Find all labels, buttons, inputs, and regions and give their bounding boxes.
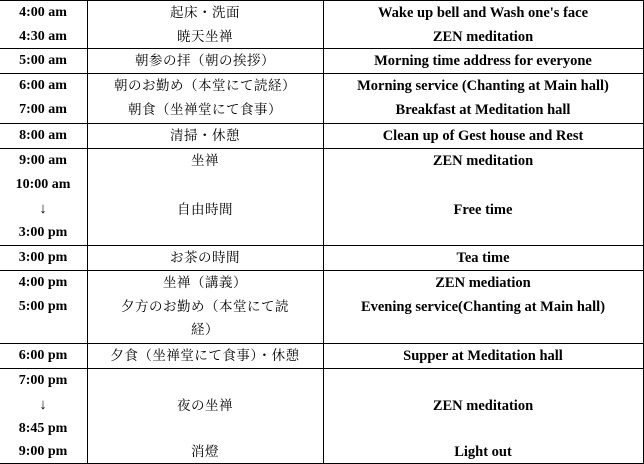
japanese-activity: 消燈 xyxy=(191,444,219,460)
english-activity: Wake up bell and Wash one's face xyxy=(377,5,589,21)
japanese-activity: 朝食（坐禅堂にて食事） xyxy=(128,102,282,118)
english-activity: ZEN meditation xyxy=(432,29,534,45)
time-cell: 3:00 pm xyxy=(18,225,68,240)
english-activity: Morning service (Chanting at Main hall) xyxy=(357,78,609,94)
time-cell: 7:00 am xyxy=(19,102,67,117)
japanese-activity: 暁天坐禅 xyxy=(177,29,233,45)
english-activity: ZEN meditation xyxy=(432,153,534,169)
english-activity: ZEN meditation xyxy=(432,398,534,414)
time-cell: 8:45 pm xyxy=(18,421,68,436)
english-activity: Tea time xyxy=(456,250,510,266)
japanese-activity: 起床・洗面 xyxy=(170,5,240,21)
english-activity: Evening service(Chanting at Main hall) xyxy=(360,299,606,315)
japanese-activity: 夕食（坐禅堂にて食事）・休憩 xyxy=(110,348,300,364)
english-activity: Light out xyxy=(454,444,512,460)
english-activity: Morning time address for everyone xyxy=(374,53,592,69)
time-cell: 3:00 pm xyxy=(18,250,68,265)
time-cell: 9:00 am xyxy=(19,153,67,168)
english-activity: Supper at Meditation hall xyxy=(403,348,563,364)
time-cell: 6:00 pm xyxy=(18,348,68,363)
time-cell: 10:00 am xyxy=(15,177,71,192)
english-activity: Breakfast at Meditation hall xyxy=(395,102,571,118)
time-cell: 4:00 am xyxy=(19,5,67,20)
japanese-activity-continuation: 経） xyxy=(191,322,219,338)
japanese-activity: 坐禅（講義） xyxy=(163,275,247,291)
time-cell: 4:00 pm xyxy=(18,275,68,290)
japanese-activity: 坐禅 xyxy=(191,153,219,169)
english-activity: Clean up of Gest house and Rest xyxy=(382,128,584,144)
japanese-activity: 夕方のお勤め（本堂にて読 xyxy=(121,299,289,315)
time-cell: 7:00 pm xyxy=(18,373,68,388)
japanese-activity: お茶の時間 xyxy=(170,250,240,266)
japanese-activity: 清掃・休憩 xyxy=(170,128,240,144)
japanese-activity: 自由時間 xyxy=(177,202,233,218)
time-cell: 4:30 am xyxy=(19,29,67,44)
japanese-activity: 朝参の拝（朝の挨拶） xyxy=(135,53,275,69)
down-arrow-icon: ↓ xyxy=(39,397,47,413)
time-cell: 8:00 am xyxy=(19,128,67,143)
time-cell: 9:00 pm xyxy=(18,444,68,459)
row-divider xyxy=(0,368,644,369)
english-activity: Free time xyxy=(453,202,513,218)
down-arrow-icon: ↓ xyxy=(39,201,47,217)
japanese-activity: 朝のお勤め（本堂にて読経） xyxy=(114,78,296,94)
time-cell: 5:00 am xyxy=(19,53,67,68)
english-activity: ZEN mediation xyxy=(435,275,531,291)
japanese-activity: 夜の坐禅 xyxy=(177,398,233,414)
time-cell: 6:00 am xyxy=(19,78,67,93)
time-cell: 5:00 pm xyxy=(18,299,68,314)
